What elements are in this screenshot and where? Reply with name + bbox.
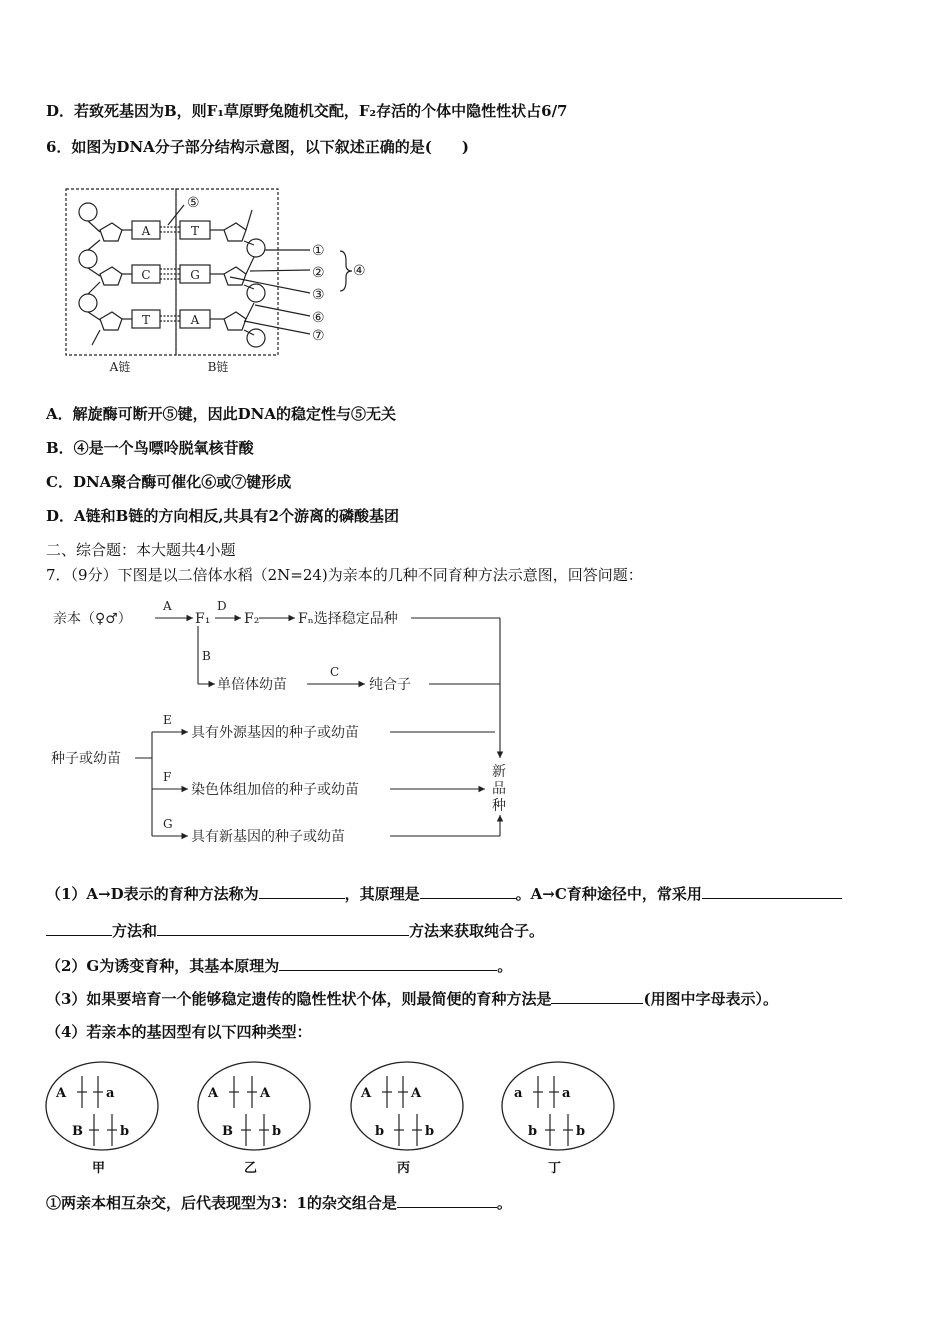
- pure-label: 纯合子: [369, 677, 411, 693]
- q6-option-d: D．A链和B链的方向相反,共具有2个游离的磷酸基团: [46, 507, 399, 525]
- letter-g: G: [163, 817, 173, 831]
- blank-6: [551, 988, 643, 1004]
- q7-sub1-line1: （1）A→D表示的育种方法称为 ，其原理是 。A→C育种途径中，常采用: [46, 883, 842, 904]
- callout-1: ①: [312, 243, 325, 259]
- blank-1: [259, 883, 345, 899]
- letter-c: C: [330, 665, 340, 679]
- base-right-1: T: [190, 224, 200, 238]
- cell-yi-tr: A: [260, 1086, 271, 1101]
- q7-sub4-1: ①两亲本相互杂交，后代表现型为3：1的杂交组合是 。: [46, 1194, 512, 1212]
- callout-7: ⑦: [312, 328, 325, 344]
- chain-b-label: B链: [207, 360, 229, 374]
- callout-4: ④: [353, 263, 366, 279]
- cell-jia-tr: a: [106, 1086, 115, 1101]
- blank-5: [279, 955, 497, 971]
- cell-bing-br: b: [425, 1124, 435, 1139]
- cell-ding: [502, 1062, 614, 1176]
- q6-option-b: B．④是一个鸟嘌呤脱氧核苷酸: [46, 439, 254, 457]
- cell-yi-bl: B: [222, 1124, 233, 1139]
- cell-yi: [198, 1062, 310, 1176]
- new-variety-2: 品: [492, 781, 506, 797]
- cell-jia-br: b: [120, 1124, 130, 1139]
- cell-jia-bl: B: [72, 1124, 83, 1139]
- fn-label: Fₙ选择稳定品种: [298, 611, 398, 627]
- haploid-label: 单倍体幼苗: [217, 677, 287, 693]
- q7-sub3: （3）如果要培育一个能够稳定遗传的隐性性状个体，则最简便的育种方法是 (用图中字母表示）。: [46, 990, 779, 1008]
- cell-jia-tl: A: [56, 1086, 67, 1101]
- g-box-label: 具有新基因的种子或幼苗: [191, 829, 345, 845]
- seed-label: 种子或幼苗: [51, 751, 121, 767]
- f-box-label: 染色体组加倍的种子或幼苗: [191, 782, 359, 798]
- letter-b: B: [202, 649, 211, 663]
- cell-bing: [351, 1062, 463, 1176]
- f1-label: F₁: [195, 611, 211, 627]
- letter-e: E: [163, 713, 172, 727]
- section-2-title: 二、综合题：本大题共4小题: [46, 541, 236, 559]
- blank-3a: [702, 883, 842, 899]
- cell-yi-br: b: [272, 1124, 282, 1139]
- breeding-flow-diagram: [45, 590, 515, 855]
- base-left-1: A: [141, 224, 151, 238]
- q6-option-a: A．解旋酶可断开⑤键，因此DNA的稳定性与⑤无关: [46, 405, 396, 423]
- cell-ding-name: 丁: [548, 1161, 562, 1176]
- base-right-3: A: [190, 313, 200, 327]
- cell-bing-tl: A: [361, 1086, 372, 1101]
- letter-f: F: [163, 770, 172, 784]
- e-box-label: 具有外源基因的种子或幼苗: [191, 725, 359, 741]
- cell-ding-bl: b: [528, 1124, 538, 1139]
- callout-3: ③: [312, 287, 325, 303]
- cell-bing-name: 丙: [397, 1161, 411, 1176]
- cell-bing-bl: b: [375, 1124, 385, 1139]
- cell-ding-tr: a: [562, 1086, 571, 1101]
- q6-stem: 6．如图为DNA分子部分结构示意图，以下叙述正确的是( ): [46, 138, 469, 156]
- new-variety-1: 新: [492, 764, 506, 780]
- cell-jia-name: 甲: [92, 1161, 106, 1176]
- cell-yi-tl: A: [208, 1086, 219, 1101]
- q7-sub1-line2: 方法和 方法来获取纯合子。: [46, 920, 544, 941]
- cell-yi-name: 乙: [244, 1161, 258, 1176]
- q7-sub4: （4）若亲本的基因型有以下四种类型：: [46, 1023, 312, 1041]
- blank-3b: [46, 920, 112, 936]
- new-variety-3: 种: [492, 798, 506, 814]
- chain-a-label: A链: [109, 360, 131, 374]
- cell-ding-br: b: [576, 1124, 586, 1139]
- q5-option-d: D．若致死基因为B，则F₁草原野兔随机交配，F₂存活的个体中隐性性状占6/7: [46, 102, 568, 120]
- callout-6: ⑥: [312, 310, 325, 326]
- cell-jia: [46, 1062, 158, 1176]
- parent-label: 亲本（♀♂）: [53, 611, 132, 627]
- callout-2: ②: [312, 265, 325, 281]
- blank-7: [397, 1192, 497, 1208]
- cell-bing-tr: A: [411, 1086, 422, 1101]
- dna-structure-figure: [60, 185, 380, 380]
- base-right-2: G: [190, 268, 200, 282]
- letter-d: D: [217, 599, 227, 613]
- f2-label: F₂: [244, 611, 260, 627]
- callout-5: ⑤: [187, 195, 200, 211]
- q7-sub2: （2）G为诱变育种，其基本原理为 。: [46, 957, 513, 975]
- q6-option-c: C．DNA聚合酶可催化⑥或⑦键形成: [46, 473, 292, 491]
- letter-a: A: [163, 599, 172, 613]
- cell-ding-tl: a: [514, 1086, 523, 1101]
- base-left-3: T: [141, 313, 151, 327]
- genotype-cells-figure: [40, 1058, 670, 1178]
- base-left-2: C: [141, 268, 151, 282]
- q7-stem: 7．（9分）下图是以二倍体水稻（2N=24)为亲本的几种不同育种方法示意图，回答问题：: [46, 566, 643, 584]
- blank-4: [157, 920, 409, 936]
- blank-2: [420, 883, 516, 899]
